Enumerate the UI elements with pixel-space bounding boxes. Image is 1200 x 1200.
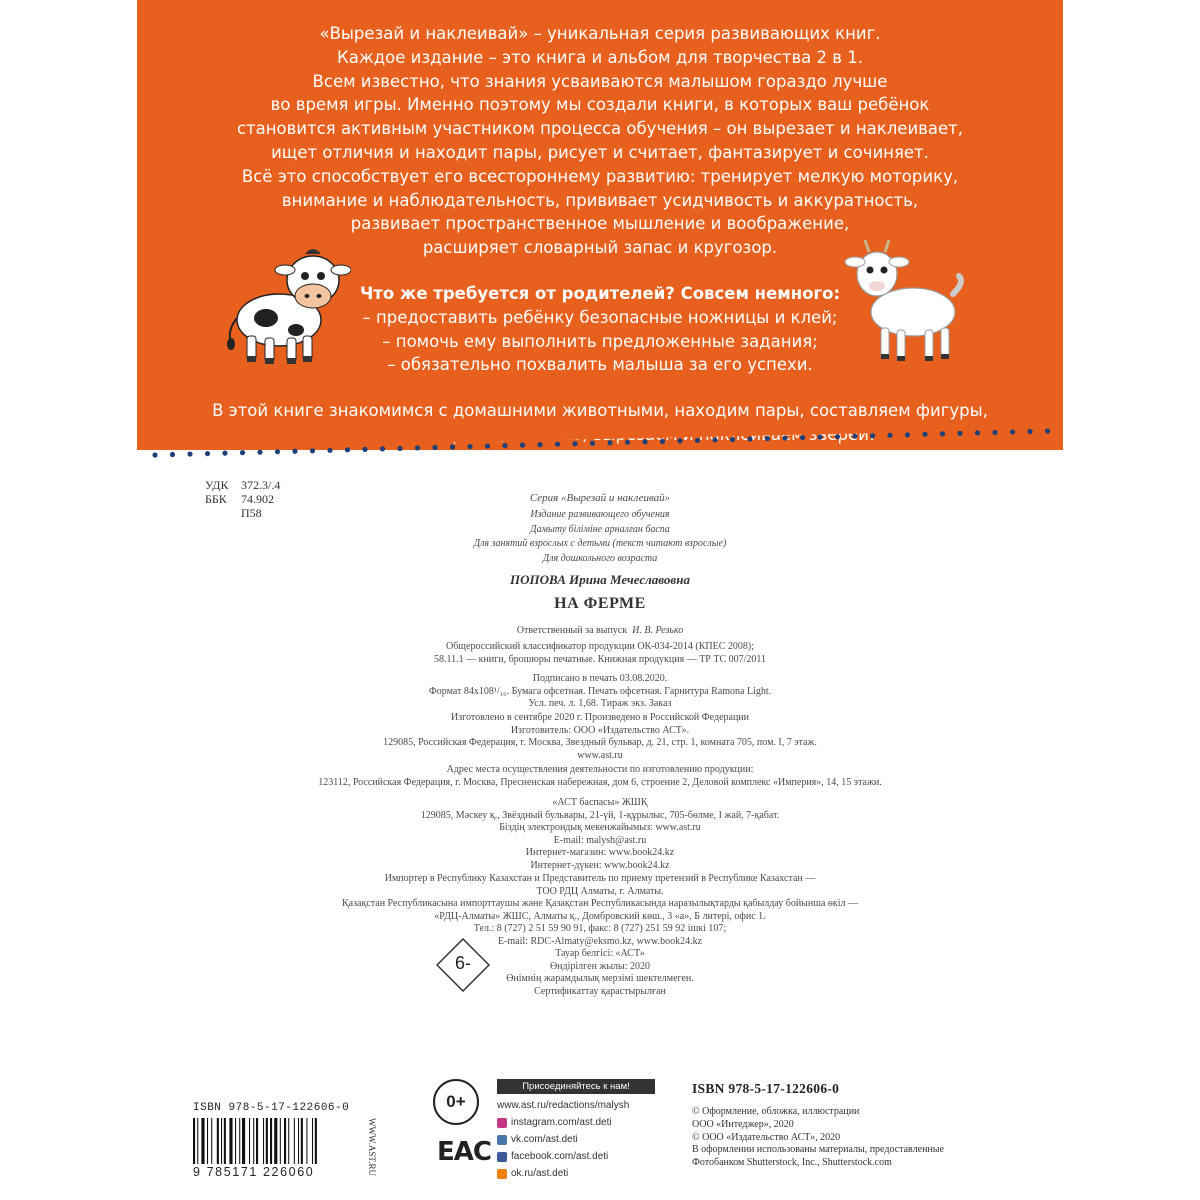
divider-dot (870, 433, 875, 438)
dotted-divider (137, 425, 1063, 470)
barcode-bar (280, 1118, 281, 1164)
join-us-banner: Присоединяйтесь к нам! (497, 1079, 655, 1094)
divider-dot (1027, 429, 1032, 434)
imprint-line: Интернет-магазин: www.book24.kz (525, 847, 675, 858)
divider-dot (415, 445, 420, 450)
divider-dot (362, 447, 367, 452)
importer-block (137, 873, 1063, 998)
credit-line: © Оформление, обложка, иллюстрации (692, 1106, 860, 1117)
barcode-bar (298, 1118, 299, 1164)
divider-dot (292, 449, 297, 454)
barcode-bar (256, 1118, 258, 1164)
udk-row: ББК 74.902 (205, 492, 274, 506)
social-link-text[interactable]: facebook.com/ast.deti (511, 1151, 609, 1162)
imprint-line: Интернет-дүкен: www.book24.kz (530, 859, 670, 871)
imprint-line: Изготовитель: ООО «Издательство АСТ». (510, 724, 690, 736)
production-address-block (137, 764, 1063, 789)
barcode-bar (242, 1118, 245, 1164)
barcode-bar (217, 1118, 219, 1164)
goat-illustration (843, 232, 973, 367)
divider-dot (555, 442, 560, 447)
divider-dot (222, 451, 227, 456)
divider-dot (152, 452, 157, 457)
divider-dot (922, 432, 927, 437)
barcode-bar (207, 1118, 208, 1164)
divider-dot (240, 450, 245, 455)
social-link-text[interactable]: ok.ru/ast.deti (511, 1168, 569, 1179)
divider-dot (905, 432, 910, 437)
ok-icon (497, 1169, 507, 1179)
divider-dot (327, 448, 332, 453)
barcode-bar (224, 1118, 226, 1164)
divider-dot (625, 440, 630, 445)
divider-dot (450, 444, 455, 449)
imprint-line: ТОО РДЦ Алматы, г. Алматы. (536, 885, 664, 897)
divider-dot (502, 443, 507, 448)
site-link[interactable]: www.ast.ru/redactions/malysh (497, 1100, 630, 1111)
udk-row: УДК 372.3/.4 (205, 478, 281, 492)
divider-dot (782, 435, 787, 440)
divider-dot (642, 439, 647, 444)
barcode-bar (263, 1118, 264, 1164)
series-line: Серия «Вырезай и наклеивай» (529, 492, 671, 504)
imprint-line: 58.11.1 — книги, брошюры печатные. Книжная продукция — ТР ТС 007/2011 (433, 653, 767, 665)
divider-dot (397, 446, 402, 451)
social-links (497, 1079, 667, 1179)
divider-dot (170, 452, 175, 457)
divider-dot (695, 438, 700, 443)
imprint-line: 129085, Российская Федерация, г. Москва, Звездный бульвар, д. 21, стр. 1, комната 705, пом. I, 7 этаж. (383, 737, 817, 748)
manufacturer-block (137, 712, 1063, 762)
divider-dot (345, 447, 350, 452)
udk-row: П58 (241, 506, 262, 520)
divider-dot (432, 445, 437, 450)
divider-dot (520, 443, 525, 448)
barcode-bar (312, 1118, 313, 1164)
divider-dot (712, 437, 717, 442)
divider-dot (817, 435, 822, 440)
instagram-icon (497, 1118, 507, 1128)
divider-dot (992, 430, 997, 435)
divider-dot (1010, 429, 1015, 434)
social-link[interactable] (497, 1117, 667, 1128)
imprint-line: Өнімнің жарамдылық мерзімі шектелмеген. (506, 973, 694, 984)
social-link[interactable] (497, 1168, 667, 1179)
imprint-line: Формат 84x108¹/₁₆. Бумага офсетная. Печать офсетная. Гарнитура Ramona Light. (428, 685, 772, 697)
divider-dot (275, 449, 280, 454)
credits-block (692, 1106, 952, 1170)
credit-line: В оформлении использованы материалы, предоставленные (692, 1144, 944, 1156)
age-rating-diamond (436, 938, 490, 992)
intro-line: «Вырезай и наклеивай» – уникальная серия развивающих книг. (319, 24, 881, 43)
kazakh-publisher-block (137, 797, 1063, 872)
imprint-line: E-mail: RDC-Almaty@eksmo.kz, www.book24.kz (497, 935, 703, 947)
divider-dot (852, 434, 857, 439)
genre-lines (137, 508, 1063, 566)
genre-line: Для занятий взрослых с детьми (текст читают взрослые) (473, 538, 727, 549)
divider-dot (485, 443, 490, 448)
social-link-text[interactable]: instagram.com/ast.deti (511, 1117, 612, 1128)
barcode-bar (315, 1118, 317, 1164)
imprint-line: Тел.: 8 (727) 2 51 59 90 91, факс: 8 (727) 251 59 92 ішкі 107; (473, 923, 727, 934)
responsible-line: Ответственный за выпуск И. В. Резько (516, 625, 684, 636)
barcode-bar (253, 1118, 254, 1164)
genre-line: Дамыту бiлiмiне арналған баспа (530, 523, 670, 535)
vertical-url: WWW.AST.RU (367, 1118, 377, 1176)
parents-line: – предоставить ребёнку безопасные ножницы и клей; (362, 307, 838, 327)
intro-line: внимание и наблюдательность, прививает усидчивость и аккуратность, (281, 190, 919, 210)
imprint-line: 129085, Мәскеу қ., Звёздный бульвары, 21-үй, 1-құрылыс, 705-бөлме, I жай, 7-қабат. (420, 809, 780, 821)
barcode-bar (266, 1118, 268, 1164)
divider-dot (887, 433, 892, 438)
eac-mark (437, 1137, 491, 1171)
imprint-line: Подписано в печать 03.08.2020. (532, 673, 668, 684)
eac-icon: EAC (437, 1137, 491, 1167)
divider-dot (380, 446, 385, 451)
orange-panel (137, 0, 1063, 450)
barcode-bar (274, 1118, 277, 1164)
divider-dot (1045, 428, 1050, 433)
social-link[interactable] (497, 1134, 667, 1145)
imprint-line: Сертификаттау қарастырылған (534, 985, 666, 997)
divider-dot (975, 430, 980, 435)
barcode (191, 1118, 361, 1168)
barcode-bar (301, 1118, 303, 1164)
imprint-line: E-mail: malysh@ast.ru (553, 834, 647, 846)
imprint-line: Біздің электрондық мекенжайымыз: www.ast.ru (499, 822, 701, 833)
isbn-large: ISBN 978-5-17-122606-0 (692, 1081, 840, 1096)
isbn-small: ISBN 978-5-17-122606-0 (193, 1102, 350, 1114)
parents-line: – обязательно похвалить малыша за его успехи. (387, 355, 813, 375)
divider-dot (957, 431, 962, 436)
barcode-bar (270, 1118, 272, 1164)
intro-line: Всё это способствует его всестороннему развитию: тренирует мелкую моторику, (241, 166, 959, 186)
imprint-line: Изготовлено в сентябре 2020 г. Произведено в Российской Федерации (450, 712, 749, 723)
intro-line: ищет отличия и находит пары, рисует и считает, фантазирует и сочиняет. (271, 142, 929, 162)
imprint-line: Тауар белгісі: «АСТ» (555, 948, 645, 959)
imprint-line: 123112, Российская Федерация, г. Москва, Пресненская набережная, дом 6, строение 2, Деловой комплекс «Империя», 14, 15 этажи. (318, 776, 882, 788)
author-name: ПОПОВА Ирина Мечеславовна (510, 572, 690, 587)
intro-line: развивает пространственное мышление и воображение, (350, 214, 850, 234)
divider-dot (835, 434, 840, 439)
genre-line: Для дошкольного возраста (542, 552, 658, 564)
credit-line: © ООО «Издательство АСТ», 2020 (692, 1131, 841, 1143)
intro-line: Каждое издание – это книга и альбом для творчества 2 в 1. (337, 47, 863, 67)
intro-line: Всем известно, что знания усваиваются малышом гораздо лучше (312, 71, 888, 91)
divider-dot (800, 435, 805, 440)
imprint-line: Қазақстан Республикасына импорттаушы және Қазақстан Республикасында наразылықтарды қабылдау бойынша өкіл — (341, 898, 859, 909)
divider-dot (257, 450, 262, 455)
social-link[interactable] (497, 1151, 667, 1162)
credit-line: Фотобанком Shutterstock, Inc., Shutterstock.com (692, 1157, 892, 1169)
barcode-bar (294, 1118, 295, 1164)
divider-dot (607, 440, 612, 445)
cow-illustration (221, 240, 351, 370)
divider-dot (730, 437, 735, 442)
barcode-bar (235, 1118, 236, 1164)
barcode-bar (201, 1118, 204, 1164)
divider-dot (590, 441, 595, 446)
barcode-bar (193, 1118, 195, 1164)
divider-dot (310, 448, 315, 453)
imprint-line: www.ast.ru (577, 749, 623, 761)
print-details-block (137, 673, 1063, 711)
imprint-line: Импортер в Республику Казахстан и Представитель по приему претензий в Республике Казахстан — (384, 873, 816, 884)
barcode-digits: 9 785171 226060 (193, 1165, 315, 1179)
age-rating-text: 6- (454, 953, 471, 973)
genre-line: Издание развивающего обучения (530, 509, 670, 520)
barcode-bar (197, 1118, 198, 1164)
divider-dot (537, 442, 542, 447)
barcode-bar (306, 1118, 307, 1164)
book-title: НА ФЕРМЕ (554, 595, 646, 612)
imprint-line: Усл. печ. л. 1,68. Тираж экз. Заказ (528, 698, 672, 709)
age-rating-circle: 0+ (433, 1079, 479, 1125)
book-back-cover (137, 0, 1063, 1200)
divider-dot (747, 436, 752, 441)
barcode-bar (229, 1118, 232, 1164)
divider-dot (940, 431, 945, 436)
classifier-block (137, 641, 1063, 666)
intro-line: расширяет словарный запас и кругозор. (422, 238, 778, 258)
orange-wedge (137, 425, 1063, 449)
imprint-line: Адрес места осуществления деятельности по изготовлению продукции: (446, 764, 754, 775)
intro-paragraph (177, 22, 1023, 260)
parents-line: Что же требуется от родителей? Совсем немного: (359, 283, 841, 303)
imprint-line: Өндірілген жылы: 2020 (549, 960, 651, 972)
imprint-line: «АСТ баспасы» ЖШҚ (552, 797, 648, 808)
barcode-bar (288, 1118, 289, 1164)
imprint-line: «РДЦ-Алматы» ЖШС, Алматы қ., Домбровский көш., 3 «а», Б литері, офис 1. (434, 910, 766, 922)
barcode-bar (221, 1118, 222, 1164)
parents-line: – помочь ему выполнить предложенные задания; (382, 331, 818, 351)
closing-line: В этой книге знакомимся с домашними животными, находим пары, составляем фигуры, (212, 401, 988, 421)
divider-dot (572, 441, 577, 446)
divider-dot (765, 436, 770, 441)
social-link-text[interactable]: vk.com/ast.deti (511, 1134, 578, 1145)
intro-line: становится активным участником процесса обучения – он вырезает и наклеивает, (236, 119, 964, 139)
barcode-bar (239, 1118, 240, 1164)
divider-dot (467, 444, 472, 449)
vk-icon (497, 1135, 507, 1145)
barcode-bar (284, 1118, 286, 1164)
imprint-line: Общероссийский классификатор продукции ОК-034-2014 (КПЕС 2008); (446, 641, 754, 652)
divider-dot (205, 451, 210, 456)
credit-line: ООО «Интеджер», 2020 (692, 1118, 794, 1130)
barcode-bar (211, 1118, 212, 1164)
facebook-icon (497, 1152, 507, 1162)
barcode-bar (249, 1118, 250, 1164)
divider-dot (187, 451, 192, 456)
divider-dot (677, 438, 682, 443)
intro-line: во время игры. Именно поэтому мы создали книги, в которых ваш ребёнок (270, 95, 930, 115)
divider-dot (660, 439, 665, 444)
